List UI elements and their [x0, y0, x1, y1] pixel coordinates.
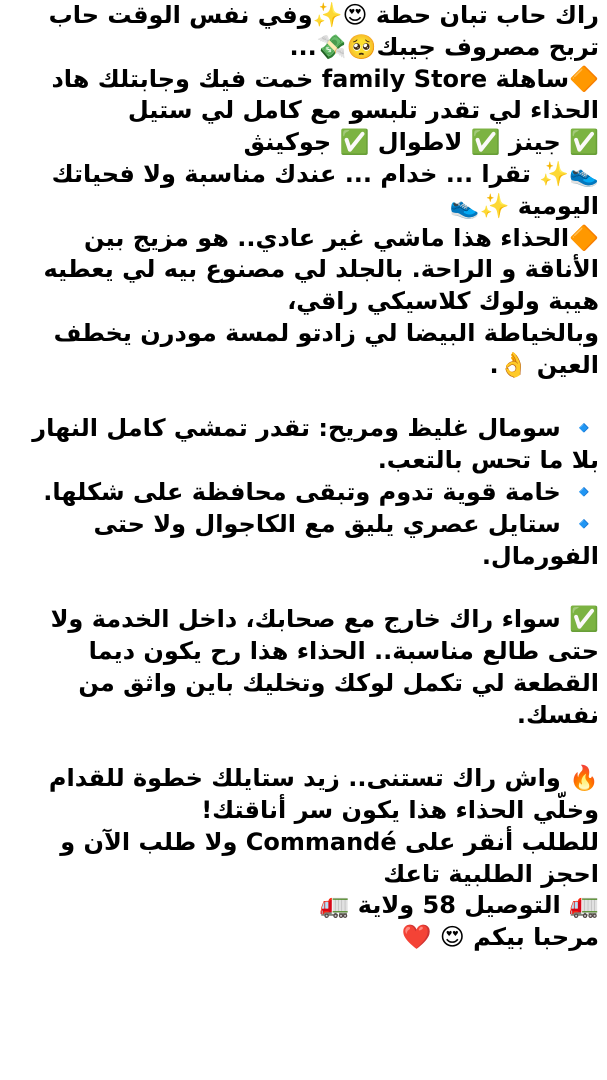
- text-line: ✅ سواء راك خارج مع صحابك، داخل الخدمة ولا حتى طالع مناسبة.. الحذاء هذا رح يكون ديما القطعة لي تكمل لوكك وتخليك باين واثق من نفسك.: [50, 605, 599, 729]
- text-line: للطلب أنقر على Commandé ولا طلب الآن و احجز الطلبية تاعك: [60, 827, 599, 888]
- text-line: 🔶ساهلة family Store خمت فيك وجابتلك هاد الحذاء لي تقدر تلبسو مع كامل لي ستيل: [51, 64, 599, 125]
- text-line: 🔥 واش راك تستنى.. زيد ستايلك خطوة للقدام وخلّي الحذاء هذا يكون سر أناقتك!: [48, 764, 599, 824]
- blank-line: [2, 731, 599, 763]
- blank-line: [2, 382, 599, 414]
- text-line: 👟✨ تقرا ... خدام ... عندك مناسبة ولا فحياتك اليومية ✨👟: [51, 159, 599, 220]
- blank-line: [2, 572, 599, 604]
- text-line: راك حاب تبان حطة 😍✨وفي نفس الوقت حاب تربح مصروف جيبك🥺💸...: [48, 1, 599, 61]
- text-line: 🔹 ستايل عصري يليق مع الكاجوال ولا حتى الفورمال.: [93, 509, 599, 570]
- text-line: 🚛 التوصيل 58 ولاية 🚛: [319, 891, 599, 920]
- text-line: مرحبا بيكم 😍 ❤️: [401, 923, 599, 952]
- text-line: ✅ جينز ✅ لاطوال ✅ جوكينڨ: [243, 128, 599, 157]
- text-line: 🔶الحذاء هذا ماشي غير عادي.. هو مزيج بين الأناقة و الراحة. بالجلد لي مصنوع بيه لي يعطيه هيبة ولوك كلاسيكي راقي،: [43, 223, 599, 316]
- text-line: 🔹 خامة قوية تدوم وتبقى محافظة على شكلها.: [43, 477, 599, 506]
- text-line: 🔹 سومال غليظ ومريح: تقدر تمشي كامل النهار بلا ما تحس بالتعب.: [32, 414, 599, 475]
- text-line: وبالخياطة البيضا لي زادتو لمسة مودرن يخطف العين 👌.: [53, 318, 599, 379]
